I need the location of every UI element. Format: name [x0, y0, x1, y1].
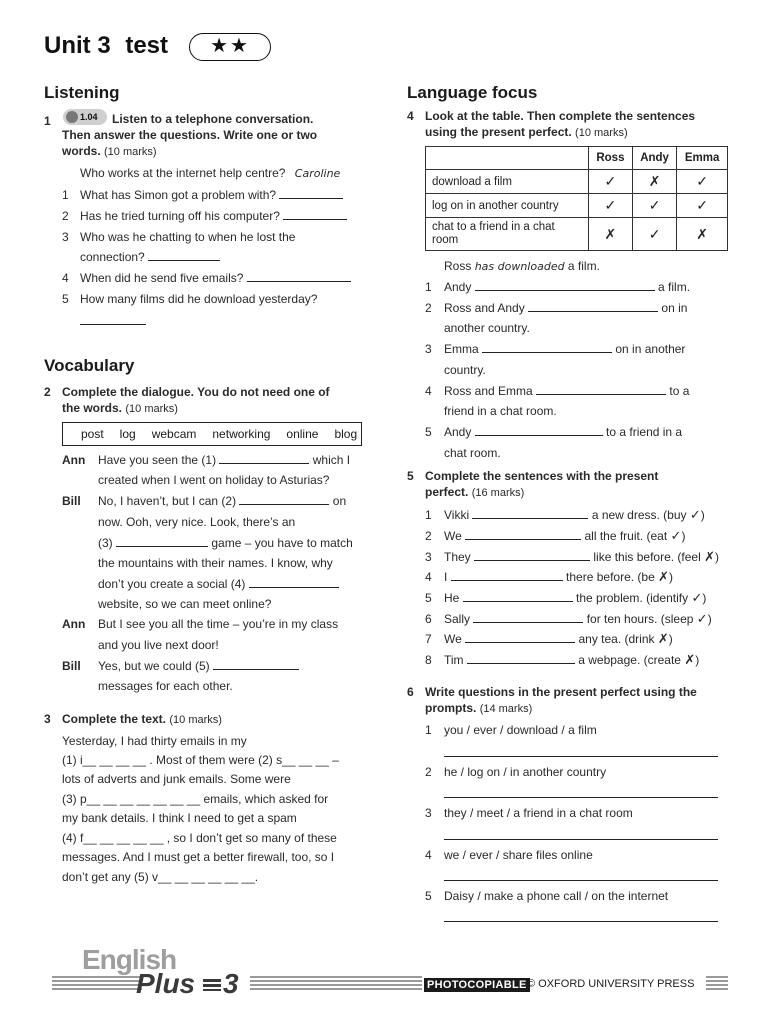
photocopiable-label: PHOTOCOPIABLE [424, 978, 530, 992]
q3-marks: (10 marks) [169, 714, 222, 726]
table-cell: chat to a friend in a chat room [426, 218, 589, 251]
item-text: connection? [80, 250, 145, 264]
q3-text-line: don’t get any (5) v__ __ __ __ __ __. [62, 870, 259, 884]
item-text: Tim [444, 653, 464, 667]
q6-number: 6 [407, 685, 414, 699]
q5-item-1 [425, 505, 705, 525]
language-focus-heading: Language focus [407, 83, 538, 102]
table-row [426, 170, 728, 194]
dialogue-text: (3) [98, 536, 113, 550]
q6-item-3 [425, 803, 633, 823]
q4-instruction-text: using the present perfect. [425, 125, 572, 139]
footer-stripes-end [706, 976, 728, 992]
check-icon: ✓ [632, 194, 677, 218]
check-icon: ✓ [670, 528, 682, 543]
cross-icon: ✗ [589, 218, 633, 251]
table-header-cell: Andy [632, 147, 677, 170]
q1-item-5 [62, 289, 317, 309]
q5-item-4 [425, 567, 673, 587]
answer-blank[interactable] [465, 629, 575, 643]
item-number: 1 [425, 508, 432, 522]
cd-audio-icon [63, 109, 107, 125]
item-number: 2 [425, 529, 432, 543]
cross-icon: ✗ [684, 652, 696, 667]
answer-line[interactable] [444, 839, 718, 840]
q5-marks: (16 marks) [471, 487, 525, 499]
brand-english: English [82, 944, 177, 975]
answer-blank[interactable] [475, 422, 603, 436]
answer-blank[interactable] [247, 268, 351, 282]
table-header-cell: Emma [677, 147, 728, 170]
dialogue-line [98, 491, 346, 511]
q5-instruction-text: perfect. [425, 485, 469, 499]
check-icon: ✓ [691, 590, 703, 605]
answer-blank[interactable] [465, 526, 581, 540]
brand-plus: Plus [136, 968, 196, 999]
q4-marks: (10 marks) [575, 127, 628, 139]
item-number: 5 [62, 292, 69, 306]
dialogue-line: created when I went on holiday to Asturias? [98, 473, 330, 487]
test-label: test [125, 32, 169, 59]
item-text: I [444, 570, 448, 584]
item-text: Ross and Andy [444, 301, 525, 315]
cross-icon: ✗ [632, 170, 677, 194]
item-text: on in [661, 301, 688, 315]
check-icon: ✓ [696, 611, 708, 626]
vocabulary-heading: Vocabulary [44, 356, 135, 375]
q2-marks: (10 marks) [125, 403, 178, 415]
q6-instruction-text: prompts. [425, 701, 477, 715]
answer-blank[interactable] [279, 185, 343, 199]
table-header-cell [426, 147, 589, 170]
item-text: Andy [444, 425, 472, 439]
item-text: ) [715, 550, 720, 564]
answer-blank[interactable] [219, 450, 309, 464]
item-text: they / meet / a friend in a chat room [444, 806, 633, 820]
answer-blank[interactable] [482, 339, 612, 353]
dialogue-text: on [332, 494, 347, 508]
item-text: you / ever / download / a film [444, 723, 597, 737]
q3-text-line: lots of adverts and junk emails. Some were [62, 772, 291, 786]
dialogue-line: now. Ooh, very nice. Look, there’s an [98, 515, 296, 529]
item-number: 5 [425, 889, 432, 903]
q1-example-question: Who works at the internet help centre? [80, 166, 286, 180]
item-text: Emma [444, 342, 479, 356]
item-number: 1 [425, 723, 432, 737]
item-text: we / ever / share files online [444, 848, 593, 862]
item-text: a new dress. (buy [591, 508, 687, 522]
q4-item-5 [425, 422, 682, 442]
item-number: 8 [425, 653, 432, 667]
item-number: 4 [425, 570, 432, 584]
q1-number: 1 [44, 114, 51, 128]
check-icon: ✓ [677, 170, 728, 194]
item-text: How many films did he download yesterday? [80, 292, 318, 306]
item-number: 2 [425, 301, 432, 315]
answer-blank[interactable] [80, 312, 146, 325]
item-text: ) [668, 632, 673, 646]
item-number: 1 [425, 280, 432, 294]
q5-instruction-line2 [425, 482, 524, 503]
item-number: 2 [62, 209, 69, 223]
item-text: like this before. (feel [593, 550, 701, 564]
dialogue-line: the mountains with their names. I know, why [98, 556, 333, 570]
q3-instruction [62, 709, 222, 730]
q3-text-line: Yesterday, I had thirty emails in my [62, 734, 247, 748]
q4-item-4-cont: friend in a chat room. [444, 404, 557, 418]
listening-heading: Listening [44, 83, 120, 102]
item-number: 5 [425, 425, 432, 439]
answer-blank[interactable] [475, 277, 655, 291]
q6-instruction-line2 [425, 698, 532, 719]
example-answer: has downloaded [474, 260, 565, 273]
publisher-credit: © OXFORD UNIVERSITY PRESS [527, 978, 695, 990]
check-icon: ✓ [632, 218, 677, 251]
item-number: 3 [425, 342, 432, 356]
cross-icon: ✗ [704, 549, 716, 564]
answer-line[interactable] [444, 756, 718, 757]
answer-blank[interactable] [213, 656, 299, 670]
footer-stripes-right [250, 976, 422, 992]
example-subject: Ross [444, 259, 472, 273]
disc-icon [66, 111, 78, 123]
q2-instruction-line2 [62, 398, 178, 419]
answer-line[interactable] [444, 797, 718, 798]
q6-item-1 [425, 720, 597, 740]
answer-blank[interactable] [116, 533, 208, 547]
q3-instruction-text: Complete the text. [62, 712, 167, 726]
dialogue-line: messages for each other. [98, 679, 233, 693]
item-text: Vikki [444, 508, 470, 522]
item-text: there before. (be [566, 570, 655, 584]
item-text: a webpage. (create [578, 653, 681, 667]
dialogue-line [98, 574, 339, 594]
item-text: on in another [615, 342, 686, 356]
item-text: to a friend in a [606, 425, 683, 439]
item-number: 4 [425, 384, 432, 398]
q5-number: 5 [407, 469, 414, 483]
q4-item-4 [425, 381, 689, 401]
answer-blank[interactable] [463, 588, 573, 602]
equals-stripes-icon [203, 979, 221, 991]
q5-item-7 [425, 629, 673, 649]
dialogue-line [98, 656, 299, 676]
item-text: What has Simon got a problem with? [80, 188, 277, 202]
item-text: He [444, 591, 460, 605]
difficulty-stars-badge [189, 33, 271, 61]
cross-icon: ✗ [658, 569, 670, 584]
audio-track-number: 1.04 [80, 112, 98, 122]
item-text: Andy [444, 280, 472, 294]
item-text: ) [695, 653, 700, 667]
q1-instruction-word: words. [62, 144, 101, 158]
item-number: 4 [62, 271, 69, 285]
item-text: When did he send five emails? [80, 271, 244, 285]
table-row [426, 218, 728, 251]
table-header-row [426, 147, 728, 170]
q1-item-2 [62, 206, 347, 226]
q5-item-5 [425, 588, 706, 608]
item-text: the problem. (identify [576, 591, 689, 605]
item-text: he / log on / in another country [444, 765, 607, 779]
speaker-ann: Ann [62, 617, 86, 631]
q2-number: 2 [44, 385, 51, 399]
item-number: 2 [425, 765, 432, 779]
q1-example-answer: Caroline [294, 167, 341, 180]
q3-text-line: (3) p__ __ __ __ __ __ __ emails, which asked for [62, 792, 329, 806]
dialogue-line: But I see you all the time – you’re in my class [98, 617, 339, 631]
q4-number: 4 [407, 109, 414, 123]
q2-instruction-line1: Complete the dialogue. You do not need one of [62, 385, 330, 399]
q1-instruction-line2: Then answer the questions. Write one or two [62, 128, 318, 142]
dialogue-text: No, I haven’t, but I can (2) [98, 494, 237, 508]
q5-instruction-line1: Complete the sentences with the present [425, 469, 659, 483]
q1-instruction-line1: Listen to a telephone conversation. [112, 112, 314, 126]
answer-line[interactable] [444, 880, 718, 881]
item-text: to a [669, 384, 690, 398]
unit-label: Unit 3 [44, 32, 111, 59]
item-text: ) [681, 529, 686, 543]
brand-level: 3 [223, 968, 239, 999]
q5-item-8 [425, 650, 699, 670]
dialogue-text: which I [312, 453, 351, 467]
item-text: ) [702, 591, 707, 605]
answer-blank[interactable] [467, 650, 575, 664]
q1-item-4 [62, 268, 351, 288]
q5-item-3 [425, 547, 719, 567]
word-list: post log webcam networking online blog [81, 427, 358, 441]
q6-item-5 [425, 886, 668, 906]
q5-item-6 [425, 609, 712, 629]
q3-number: 3 [44, 712, 51, 726]
speaker-bill: Bill [62, 494, 81, 508]
dialogue-text: don’t you create a social (4) [98, 577, 246, 591]
table-row [426, 194, 728, 218]
dialogue-text: Have you seen the (1) [98, 453, 217, 467]
check-icon: ✓ [677, 194, 728, 218]
answer-blank[interactable] [528, 298, 658, 312]
answer-blank[interactable] [473, 609, 583, 623]
item-text: all the fruit. (eat [584, 529, 668, 543]
q6-item-4 [425, 845, 593, 865]
answer-blank[interactable] [472, 505, 588, 519]
answer-blank[interactable] [239, 491, 329, 505]
q3-text-line: my bank details. I think I need to get a spam [62, 811, 297, 825]
q4-instruction-line2 [425, 122, 628, 143]
q3-text-line: (4) f__ __ __ __ __ , so I don’t get so many of these [62, 831, 337, 845]
q4-item-3-cont: country. [444, 363, 486, 377]
check-icon: ✓ [589, 170, 633, 194]
item-number: 3 [425, 806, 432, 820]
q1-example [80, 163, 340, 184]
table-header-cell: Ross [589, 147, 633, 170]
dialogue-text: Yes, but we could (5) [98, 659, 210, 673]
item-number: 7 [425, 632, 432, 646]
item-text: any tea. (drink [578, 632, 655, 646]
answer-line[interactable] [444, 921, 718, 922]
speaker-ann: Ann [62, 453, 86, 467]
item-text: ) [707, 612, 712, 626]
answer-blank[interactable] [474, 547, 590, 561]
item-number: 5 [425, 591, 432, 605]
cross-icon: ✗ [657, 631, 669, 646]
page-title [44, 32, 168, 60]
item-text: ) [700, 508, 705, 522]
q1-marks: (10 marks) [104, 146, 157, 158]
brand-logo [82, 944, 242, 998]
dialogue-line: website, so we can meet online? [98, 597, 272, 611]
q4-item-2 [425, 298, 687, 318]
answer-blank[interactable] [148, 247, 220, 261]
q1-item-1 [62, 185, 343, 205]
activity-table [425, 146, 728, 251]
item-text: We [444, 529, 462, 543]
item-text: Sally [444, 612, 471, 626]
item-number: 3 [62, 230, 69, 244]
table-cell: download a film [426, 170, 589, 194]
answer-blank[interactable] [451, 567, 563, 581]
answer-blank[interactable] [536, 381, 666, 395]
q1-item-3-cont [80, 247, 220, 267]
dialogue-line [98, 533, 353, 553]
check-icon: ✓ [589, 194, 633, 218]
item-text: Daisy / make a phone call / on the internet [444, 889, 669, 903]
check-icon: ✓ [689, 507, 701, 522]
q4-instruction-line1: Look at the table. Then complete the sentences [425, 109, 696, 123]
q4-example [444, 256, 600, 277]
star-icon: ★★ [210, 35, 250, 57]
item-number: 4 [425, 848, 432, 862]
item-text: for ten hours. (sleep [586, 612, 694, 626]
q2-instruction-word: the words. [62, 401, 123, 415]
item-text: Ross and Emma [444, 384, 533, 398]
dialogue-line [98, 450, 350, 470]
q1-instruction-line3 [62, 141, 157, 162]
item-number: 1 [62, 188, 69, 202]
q4-item-5-cont: chat room. [444, 446, 501, 460]
q5-item-2 [425, 526, 685, 546]
example-rest: a film. [567, 259, 600, 273]
item-text: ) [669, 570, 674, 584]
table-cell: log on in another country [426, 194, 589, 218]
item-text: Who was he chatting to when he lost the [80, 230, 296, 244]
q1-item-3 [62, 227, 295, 247]
item-text: We [444, 632, 462, 646]
item-text: They [444, 550, 471, 564]
q3-text-line: (1) i__ __ __ __ . Most of them were (2) s__ __ __ – [62, 753, 339, 767]
q4-item-2-cont: another country. [444, 321, 530, 335]
item-number: 3 [425, 550, 432, 564]
q3-text-line: messages. And I must get a better firewall, too, so I [62, 850, 335, 864]
dialogue-text: game – you have to match [211, 536, 353, 550]
q4-item-3 [425, 339, 685, 359]
item-text: a film. [658, 280, 691, 294]
item-text: Has he tried turning off his computer? [80, 209, 280, 223]
q6-item-2 [425, 762, 606, 782]
cross-icon: ✗ [677, 218, 728, 251]
q6-instruction-line1: Write questions in the present perfect using the [425, 685, 697, 699]
speaker-bill: Bill [62, 659, 81, 673]
item-number: 6 [425, 612, 432, 626]
q6-marks: (14 marks) [479, 703, 533, 715]
q4-item-1 [425, 277, 690, 297]
dialogue-line: and you live next door! [98, 638, 219, 652]
answer-blank[interactable] [283, 206, 347, 220]
answer-blank[interactable] [249, 574, 339, 588]
word-box [62, 422, 362, 446]
